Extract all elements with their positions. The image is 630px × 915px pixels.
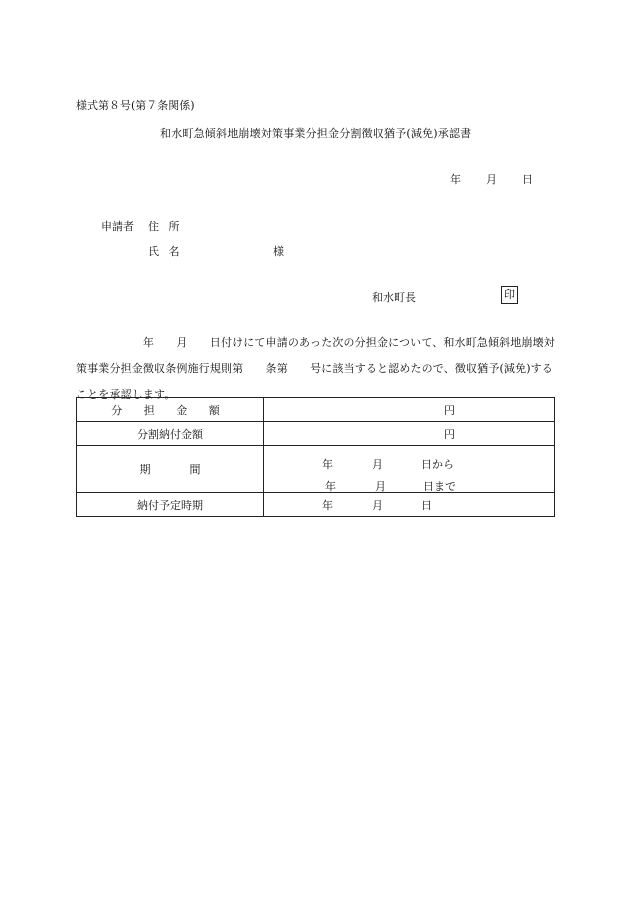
mayor-title: 和水町長	[372, 291, 416, 304]
table-label	[77, 446, 264, 493]
due-year: 年	[322, 499, 333, 512]
from-day: 日から	[421, 458, 454, 471]
table-value	[264, 493, 555, 517]
to-month: 月	[375, 480, 386, 493]
from-month: 月	[372, 458, 383, 471]
table-row	[77, 422, 555, 446]
to-year: 年	[325, 480, 336, 493]
issue-date	[450, 171, 533, 187]
honorific: 様	[273, 245, 284, 258]
applicant-label: 申請者	[101, 220, 134, 233]
payment-table	[76, 397, 555, 517]
yen-unit: 円	[444, 428, 455, 441]
approval-text: 年 月 日付けにて申請のあった次の分担金について、和水町急傾斜地崩壊対策事業分担金徴収条例施行規則第 条第 号に該当すると認めたので、徴収猶予(減免)することを承認します。	[76, 336, 555, 401]
name-label: 氏 名	[148, 245, 183, 258]
table-row	[77, 493, 555, 517]
address-label: 住 所	[148, 220, 183, 233]
seal-mark: 印	[501, 286, 518, 304]
table-value	[264, 422, 555, 446]
table-row	[77, 398, 555, 422]
date-month: 月	[486, 173, 497, 186]
period-label-b: 間	[189, 463, 201, 476]
due-month: 月	[372, 499, 383, 512]
date-year: 年	[450, 173, 461, 186]
due-day: 日	[421, 499, 432, 512]
from-year: 年	[322, 458, 333, 471]
to-day: 日まで	[423, 480, 456, 493]
date-day: 日	[522, 173, 533, 186]
table-label: 納付予定時期	[77, 493, 264, 517]
table-label: 分割納付金額	[77, 422, 264, 446]
table-label: 分 担 金 額	[77, 398, 264, 422]
table-value	[264, 446, 555, 493]
period-label-a: 期	[139, 463, 151, 476]
table-row	[77, 446, 555, 493]
table-value	[264, 398, 555, 422]
yen-unit: 円	[444, 404, 455, 417]
form-number: 様式第８号(第７条関係)	[76, 99, 195, 112]
document-title: 和水町急傾斜地崩壊対策事業分担金分割徴収猶予(減免)承認書	[160, 127, 472, 140]
